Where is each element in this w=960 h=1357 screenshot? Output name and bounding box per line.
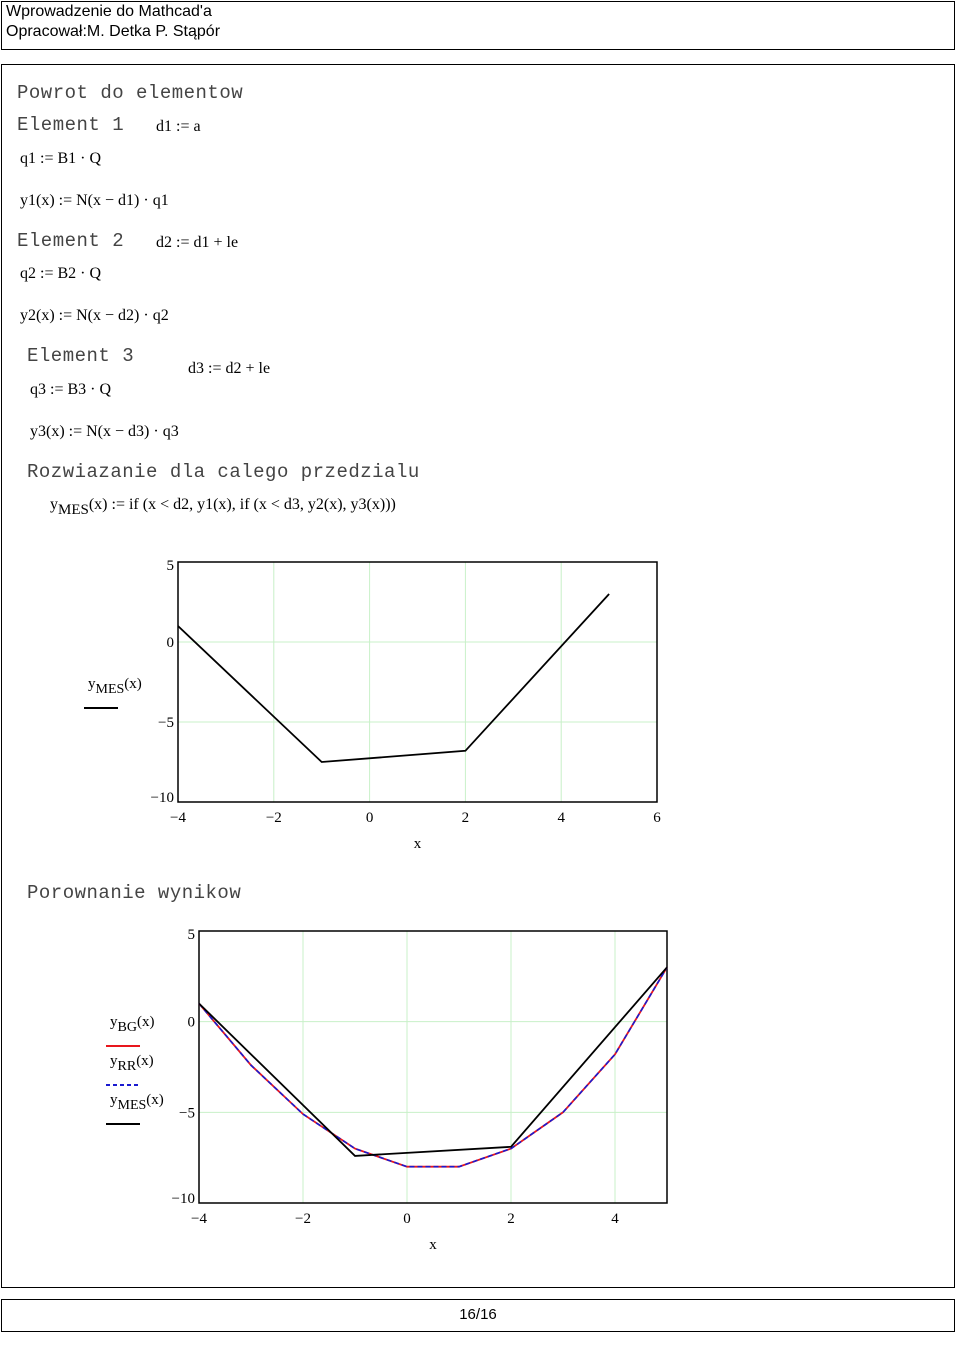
series-line-bg — [199, 967, 667, 1166]
x-tick-label: 2 — [461, 810, 470, 826]
x-tick-label: 4 — [557, 810, 565, 826]
x-axis-label: x — [413, 836, 422, 852]
comparison-heading: Porownanie wynikow — [27, 882, 242, 904]
y-tick-label: −10 — [150, 790, 174, 806]
y-tick-label: −5 — [158, 715, 174, 731]
plot-area-frame — [199, 931, 667, 1203]
eq-q3: q3 := B3 · Q — [30, 381, 112, 398]
back-link[interactable]: Powrot do elementow — [17, 82, 244, 104]
ymes-definition: (x) := if (x < d2, y1(x), if (x < d3, y2(x), y3(x))) — [88, 496, 396, 513]
eq-q1: q1 := B1 · Q — [20, 150, 102, 167]
element-3-label: Element 3 — [27, 345, 135, 367]
y-tick-label: −5 — [179, 1105, 195, 1122]
x-tick-label: −2 — [295, 1211, 311, 1227]
eq-d1: d1 := a — [156, 118, 201, 135]
x-tick-label: 6 — [653, 810, 661, 826]
y-tick-label: 5 — [187, 927, 195, 943]
y-tick-label: 0 — [166, 635, 174, 651]
x-tick-label: −4 — [170, 810, 186, 826]
series-line-rr — [199, 967, 667, 1166]
legend-label-rr: yRR(x) — [110, 1053, 154, 1074]
page-footer — [1, 1299, 955, 1332]
x-tick-label: 0 — [403, 1211, 411, 1227]
legend-label-bg: yBG(x) — [110, 1014, 155, 1035]
solution-heading: Rozwiazanie dla calego przedzialu — [27, 461, 420, 483]
y-tick-label: −10 — [171, 1191, 195, 1207]
x-tick-label: −2 — [265, 810, 282, 826]
eq-d2: d2 := d1 + le — [156, 234, 239, 251]
x-axis-label: x — [429, 1237, 437, 1253]
eq-y3: y3(x) := N(x − d3) · q3 — [30, 423, 179, 440]
eq-d3: d3 := d2 + le — [188, 360, 271, 377]
eq-y2: y2(x) := N(x − d2) · q2 — [20, 307, 169, 324]
x-tick-label: 0 — [365, 810, 374, 826]
x-tick-label: 2 — [507, 1211, 515, 1227]
header-title: Wprowadzenie do Mathcad'a — [6, 3, 212, 20]
legend-label-mes: yMES(x) — [88, 676, 142, 697]
element-1-label: Element 1 — [17, 114, 125, 136]
ymes-subscript: MES — [58, 502, 89, 518]
x-tick-label: −4 — [191, 1211, 207, 1227]
header-authors: Opracował:M. Detka P. Stąpór — [6, 23, 221, 40]
element-2-label: Element 2 — [17, 230, 125, 252]
ymes-symbol: y — [50, 496, 58, 513]
eq-y1: y1(x) := N(x − d1) · q1 — [20, 192, 169, 209]
eq-q2: q2 := B2 · Q — [20, 265, 102, 282]
x-tick-label: 4 — [611, 1211, 619, 1227]
y-tick-label: 5 — [166, 558, 174, 574]
y-tick-label: 0 — [187, 1014, 195, 1031]
legend-label-mes: yMES(x) — [110, 1092, 164, 1113]
series-line-mes — [199, 967, 667, 1156]
page-number: 16/16 — [459, 1306, 497, 1323]
